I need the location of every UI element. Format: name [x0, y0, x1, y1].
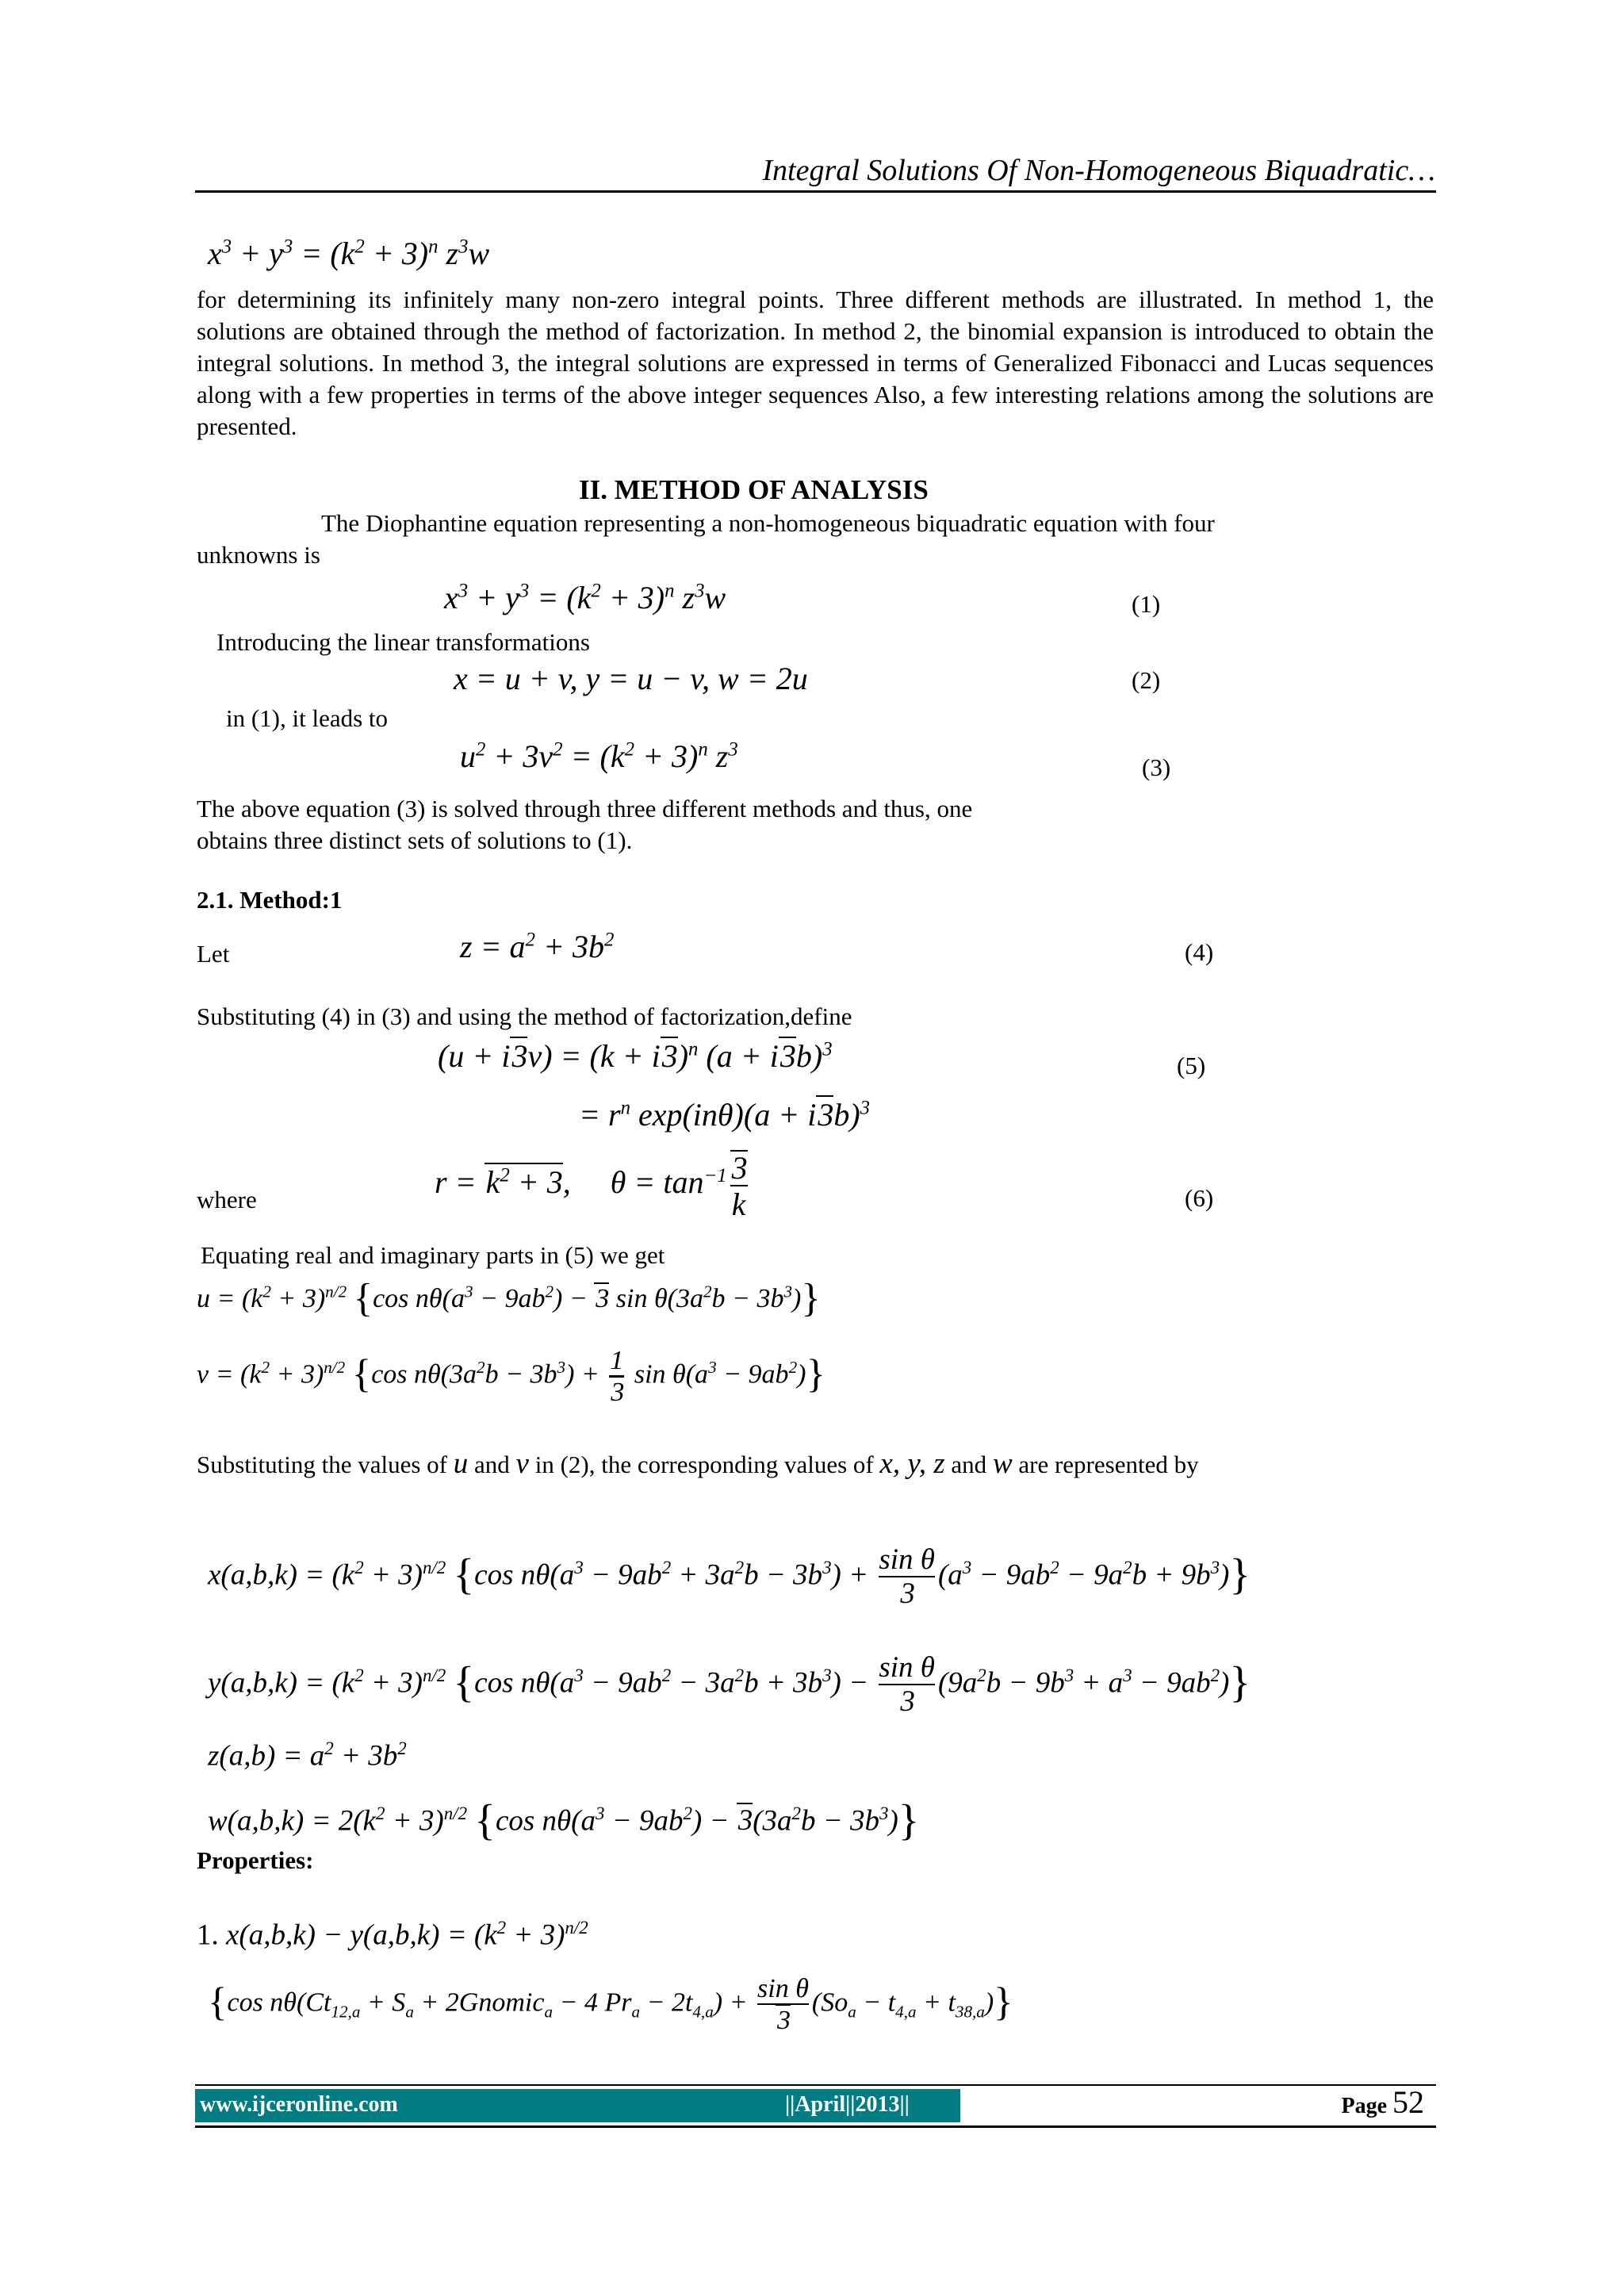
method1-title: 2.1. Method:1: [197, 886, 343, 914]
equation-4-number: (4): [1185, 938, 1214, 966]
where-text: where: [197, 1186, 257, 1213]
issue-date: ||April||2013||: [785, 2092, 910, 2117]
let-text: Let: [197, 940, 230, 968]
page-number: Page 52: [1341, 2084, 1424, 2120]
leads-text: in (1), it leads to: [226, 704, 389, 732]
header-rule: [195, 190, 1436, 193]
equation-5-number: (5): [1177, 1052, 1206, 1079]
equation-6-number: (6): [1185, 1184, 1214, 1212]
section-heading: II. METHOD OF ANALYSIS: [579, 474, 929, 505]
equation-2: x = u + v, y = u − v, w = 2u: [454, 661, 808, 696]
equating-text: Equating real and imaginary parts in (5) we get: [201, 1241, 665, 1269]
u-expression: $u = (k^2 + 3)^{n/2}$ {cos $n\theta(a^3 - 9ab^2) - 3$ $\sin \theta(3a^2b - 3b^3)$}: [197, 1276, 821, 1320]
footer-rule: [195, 2125, 1436, 2128]
intro-paragraph: for determining its infinitely many non-zero integral points. Three different methods are illustrated. In method 1, the solutions are obtained through the method of factorization. In method 2, the binomial expansion is introduced to obtain the integral solutions. In method 3, the integral solutions are expressed in terms of Generalized Fibonacci and Lucas sequences along with a few properties in terms of the above integer sequences Also, a few interesting relations among the solutions are presented.: [197, 286, 1434, 440]
property-1-line1: 1. $x(a,b,k) - y(a,b,k) = (k^2 + 3)^{n/2}$: [197, 1918, 588, 1952]
solved-line1: The above equation (3) is solved through three different methods and thus, one: [197, 795, 973, 822]
equation-3: $u^2 + 3v^2 = (k^2 + 3)^n$ $z^3$: [460, 738, 738, 774]
intro-equation: $x^3 + y^3 = (k^2 + 3)^n$ $z^3w$: [208, 236, 490, 271]
running-title: Integral Solutions Of Non-Homogeneous Biquadratic…: [762, 154, 1435, 187]
equation-2-number: (2): [1132, 666, 1161, 694]
footer-rule-top: [195, 2084, 1436, 2086]
equation-3-number: (3): [1142, 753, 1171, 781]
equation-6: $r = k^2 + 3$, $\theta = \tan^{-1}$ $\frac{3}{k}$: [435, 1150, 748, 1222]
section-line1: The Diophantine equation representing a non-homogeneous biquadratic equation with four: [321, 509, 1215, 537]
w-solution: $w(a,b,k) = 2(k^2 + 3)^{n/2}$ {cos $n\theta(a^3 - 9ab^2) - 3(3a^2b - 3b^3)$}: [208, 1796, 920, 1845]
equation-5-line1: $(u + i3v) = (k + i3)^n$ $(a + i3b)^3$: [438, 1038, 833, 1074]
values-text: Substituting the values of u and v in (2), the corresponding values of x, y, z and w are represented by: [197, 1447, 1199, 1480]
v-expression: $v = (k^2 + 3)^{n/2}$ {cos $n\theta(3a^2b - 3b^3)$ + $\frac{1}{3}$ $\sin \theta(a^3 - 9ab^2)$}: [197, 1346, 825, 1407]
equation-1-number: (1): [1132, 590, 1161, 618]
equation-5-line2: = $r^n$ $\exp(in\theta)(a + i3b)^3$: [579, 1097, 871, 1133]
equation-1: $x^3 + y^3 = (k^2 + 3)^n$ $z^3w$: [444, 580, 726, 615]
solved-line2: obtains three distinct sets of solutions to (1).: [197, 826, 633, 854]
z-solution: $z(a,b) = a^2 + 3b^2$: [208, 1738, 407, 1773]
property-1-line2: {cos $n\theta(Ct_{12,a} + S_a$ + 2Gnomic$_a$ − 4 $Pr_a - 2t_{4,a}$) + $\frac{\text{sin θ}}{3}$ $(So_a - t_{4,a} + t_{38,a})$}: [208, 1974, 1013, 2035]
journal-url[interactable]: www.ijceronline.com: [200, 2092, 398, 2117]
properties-heading: Properties:: [197, 1846, 314, 1874]
y-solution: $y(a,b,k) = (k^2 + 3)^{n/2}$ {cos $n\theta(a^3 - 9ab^2 - 3a^2b + 3b^3)$ − $\frac{\text{sin θ}}{3}$ $(9a^2b - 9b^3 + a^3 - 9ab^2)$}: [208, 1651, 1251, 1718]
section-line2: unknowns is: [197, 541, 320, 569]
factorization-text: Substituting (4) in (3) and using the method of factorization,define: [197, 1002, 852, 1030]
equation-4: $z = a^2 + 3b^2$: [460, 929, 615, 964]
x-solution: $x(a,b,k) = (k^2 + 3)^{n/2}$ {cos $n\theta(a^3 - 9ab^2 + 3a^2b - 3b^3)$ + $\frac{\text{sin θ}}{3}$ $(a^3 - 9ab^2 - 9a^2b + 9b^3)$}: [208, 1543, 1251, 1610]
linear-transform-text: Introducing the linear transformations: [216, 628, 590, 656]
